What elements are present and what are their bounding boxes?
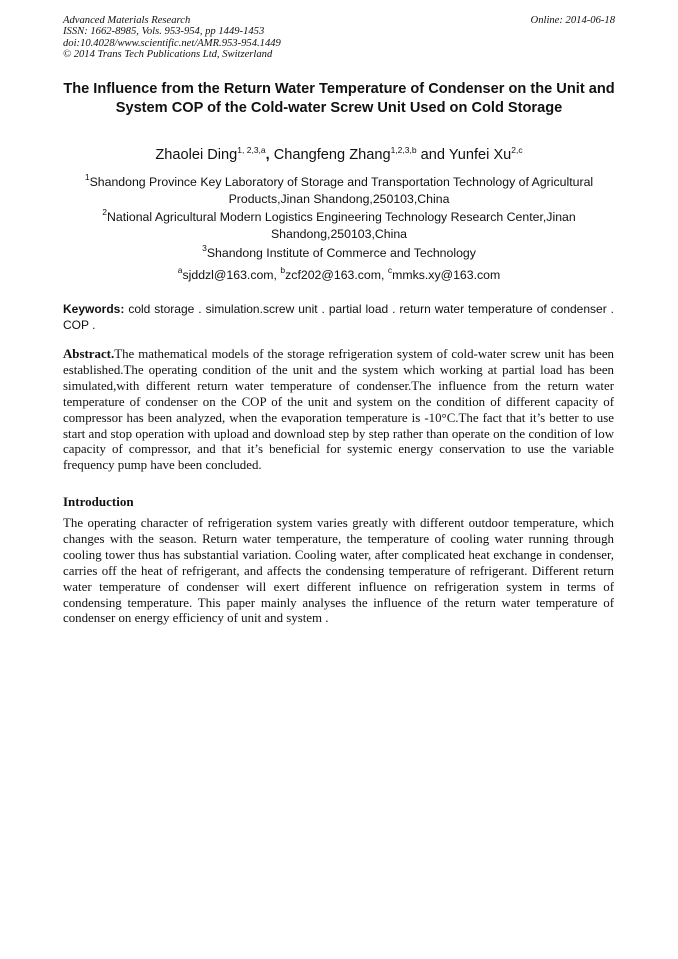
- abstract-section: [63, 347, 614, 474]
- email-address: mmks.xy@163.com: [392, 268, 501, 282]
- email-list: [60, 267, 618, 283]
- journal-header: [63, 15, 281, 61]
- affiliation-text: National Agricultural Modern Logistics Engineering Technology Research Center,Jinan Shandong,250103,China: [107, 210, 576, 241]
- keywords-section: [63, 302, 614, 333]
- email-marker: c: [387, 265, 393, 275]
- affiliation-text: Shandong Province Key Laboratory of Storage and Transportation Technology of Agricultural Products,Jinan Shandong,250103,China: [89, 175, 594, 206]
- keywords-label: Keywords:: [63, 302, 125, 316]
- section-heading-introduction: Introduction: [63, 494, 134, 509]
- author-affiliation-marker: 2,c: [511, 145, 523, 155]
- author-name: Yunfei Xu: [448, 147, 512, 163]
- affiliation: [60, 245, 618, 262]
- issn-line: ISSN: 1662-8985, Vols. 953-954, pp 1449-1453: [63, 26, 265, 38]
- affiliation-marker: 1: [84, 172, 90, 182]
- abstract-text: The mathematical models of the storage refrigeration system of cold-water screw unit has been established.The operating condition of the unit and the system which working at partial load has been simulated,with different return water temperature of condenser.The influence from the return water temperature of condenser on the COP of the unit and system on the condition of different capacity of compressor has been analyzed, when the evaporation temperature is -10°C.The fact that it’s better to use start and stop operation with upload and download step by step rather than operate on the condition of low capacity of compressor, and that it’s beneficial for systemic energy conservation to use the variable frequency pump have been concluded.: [63, 347, 614, 473]
- affiliation-text: Shandong Institute of Commerce and Technology: [206, 246, 476, 260]
- author-affiliation-marker: 1,2,3,b: [390, 145, 417, 155]
- abstract-label: Abstract.: [63, 347, 115, 361]
- affiliation-marker: 2: [102, 207, 108, 217]
- email-address: sjddzl@163.com,: [182, 268, 277, 282]
- email-address: zcf202@163.com,: [285, 268, 385, 282]
- doi-line: doi:10.4028/www.scientific.net/AMR.953-954.1449: [63, 37, 281, 49]
- online-date: Online: 2014-06-18: [530, 15, 615, 26]
- introduction-text: The operating character of refrigeration system varies greatly with different outdoor temperature, which changes with the season. Return water temperature, the temperature of cooling water running through cooling tower thus has substantial variation. Cooling water, after complicated heat exchange in condenser, carries off the heat of refrigerant, and affects the condensing temperature of refrigerant. Different return water temperature of condenser will exert different influence on refrigeration system in terms of condensing temperature. This paper mainly analyses the influence of the return water temperature of condenser on energy efficiency of unit and system .: [63, 516, 614, 626]
- author-affiliation-marker: 1, 2,3,a: [237, 145, 266, 155]
- email-marker: b: [280, 265, 286, 275]
- keywords-text: cold storage . simulation.screw unit . partial load . return water temperature of condenser . COP .: [63, 302, 614, 332]
- copyright-line: © 2014 Trans Tech Publications Ltd, Switzerland: [63, 49, 273, 61]
- affiliation: [60, 174, 618, 208]
- affiliation-marker: 3: [202, 243, 207, 253]
- author-name: Zhaolei Ding: [155, 147, 238, 163]
- affiliation: [60, 209, 618, 243]
- paper-title: The Influence from the Return Water Temperature of Condenser on the Unit and System COP of the Cold-water Screw Unit Used on Cold Storage: [63, 81, 615, 116]
- author-conjunction: and: [420, 147, 446, 163]
- author-list: Zhaolei Ding$^{1, 2,3,a}$, Changfeng Zhang$^{1,2,3,b}$ and Yunfei Xu$^{2,c}$: [155, 145, 523, 163]
- email-marker: a: [177, 265, 183, 275]
- author-name: Changfeng Zhang: [273, 147, 391, 163]
- journal-name: Advanced Materials Research: [63, 15, 191, 26]
